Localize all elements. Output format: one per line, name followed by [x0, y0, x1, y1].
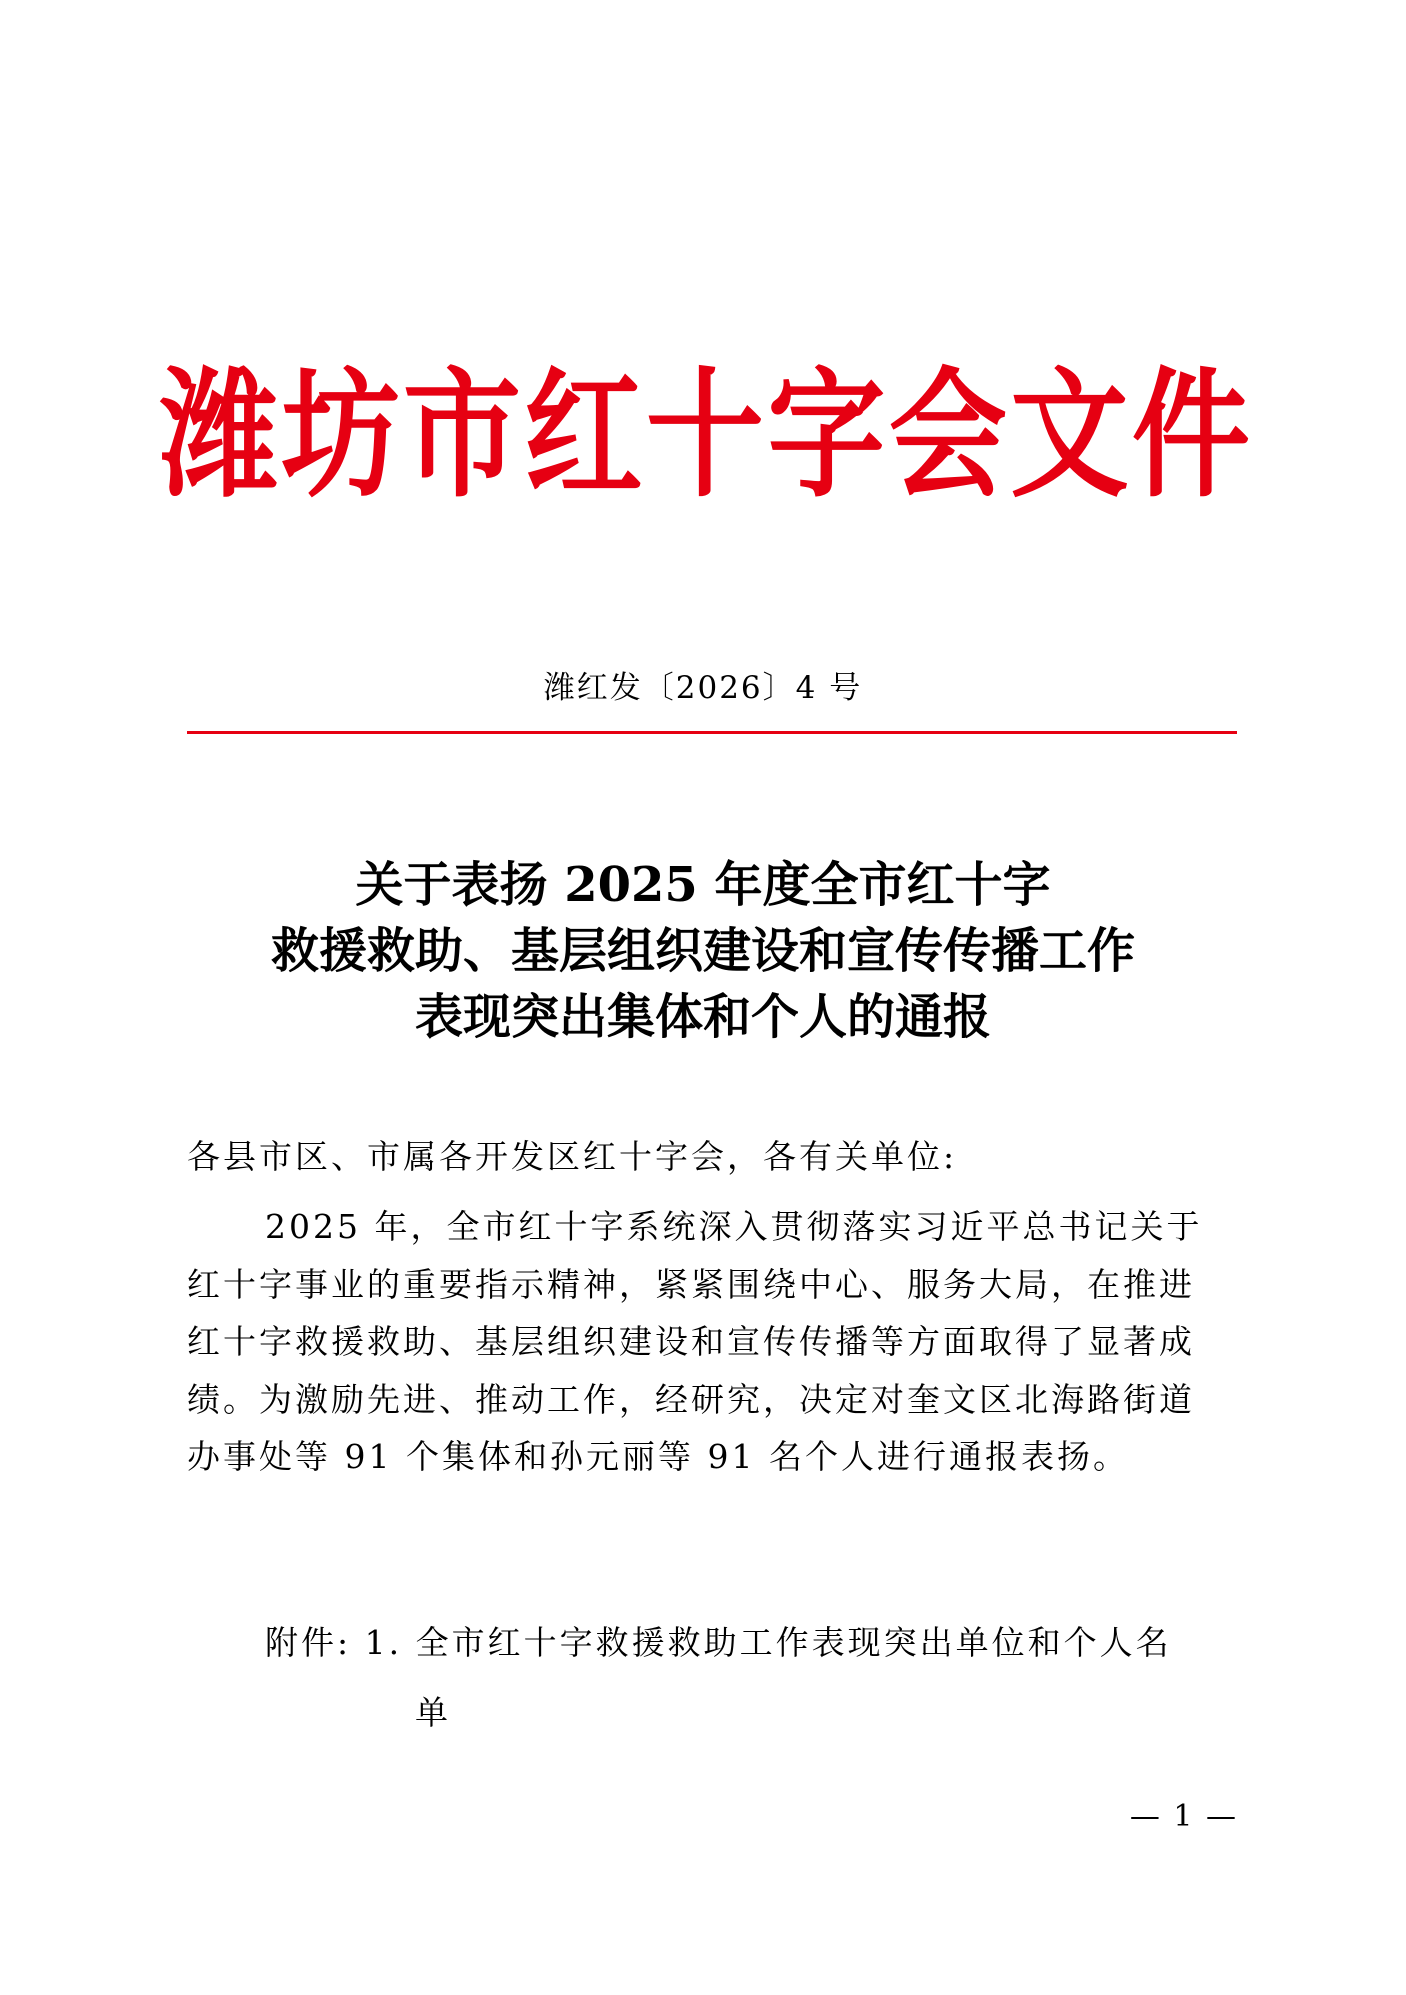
attachment-item-1-continued: 单: [415, 1693, 451, 1732]
title-line-2: 救援救助、基层组织建设和宣传传播工作: [270, 923, 1135, 979]
title-line-1: 关于表扬 2025 年度全市红十字: [355, 857, 1051, 913]
masthead-char: 潍: [160, 352, 279, 517]
masthead-char: 会: [888, 352, 1007, 517]
red-divider: [187, 731, 1237, 734]
paragraph-line: 2025 年，全市红十字系统深入贯彻落实习近平总书记关于: [265, 1207, 1203, 1246]
title-line-3: 表现突出集体和个人的通报: [414, 989, 991, 1045]
document-title: [0, 852, 1406, 1050]
masthead-title: [160, 352, 1250, 517]
body-paragraph: [187, 1198, 1237, 1486]
paragraph-line: 红十字事业的重要指示精神，紧紧围绕中心、服务大局，在推进: [187, 1264, 1195, 1304]
salutation: 各县市区、市属各开发区红十字会，各有关单位:: [187, 1137, 958, 1176]
masthead-char: 文: [1010, 352, 1129, 517]
page-number: — 1 —: [1129, 1799, 1238, 1834]
masthead-char: 红: [524, 352, 643, 517]
attachment-item-1: 附件: 1. 全市红十字救援救助工作表现突出单位和个人名: [265, 1623, 1172, 1662]
masthead-char: 市: [402, 352, 521, 517]
document-number: 潍红发〔2026〕4 号: [543, 670, 863, 706]
attachment-list: [265, 1608, 1172, 1748]
paragraph-line: 办事处等 91 个集体和孙元丽等 91 名个人进行通报表扬。: [187, 1437, 1129, 1477]
masthead-char: 字: [767, 352, 886, 517]
masthead-char: 十: [645, 352, 764, 517]
paragraph-line: 红十字救援救助、基层组织建设和宣传传播等方面取得了显著成: [187, 1322, 1195, 1362]
masthead-char: 件: [1131, 352, 1250, 517]
paragraph-line: 绩。为激励先进、推动工作，经研究，决定对奎文区北海路街道: [187, 1379, 1195, 1419]
masthead-char: 坊: [281, 352, 400, 517]
